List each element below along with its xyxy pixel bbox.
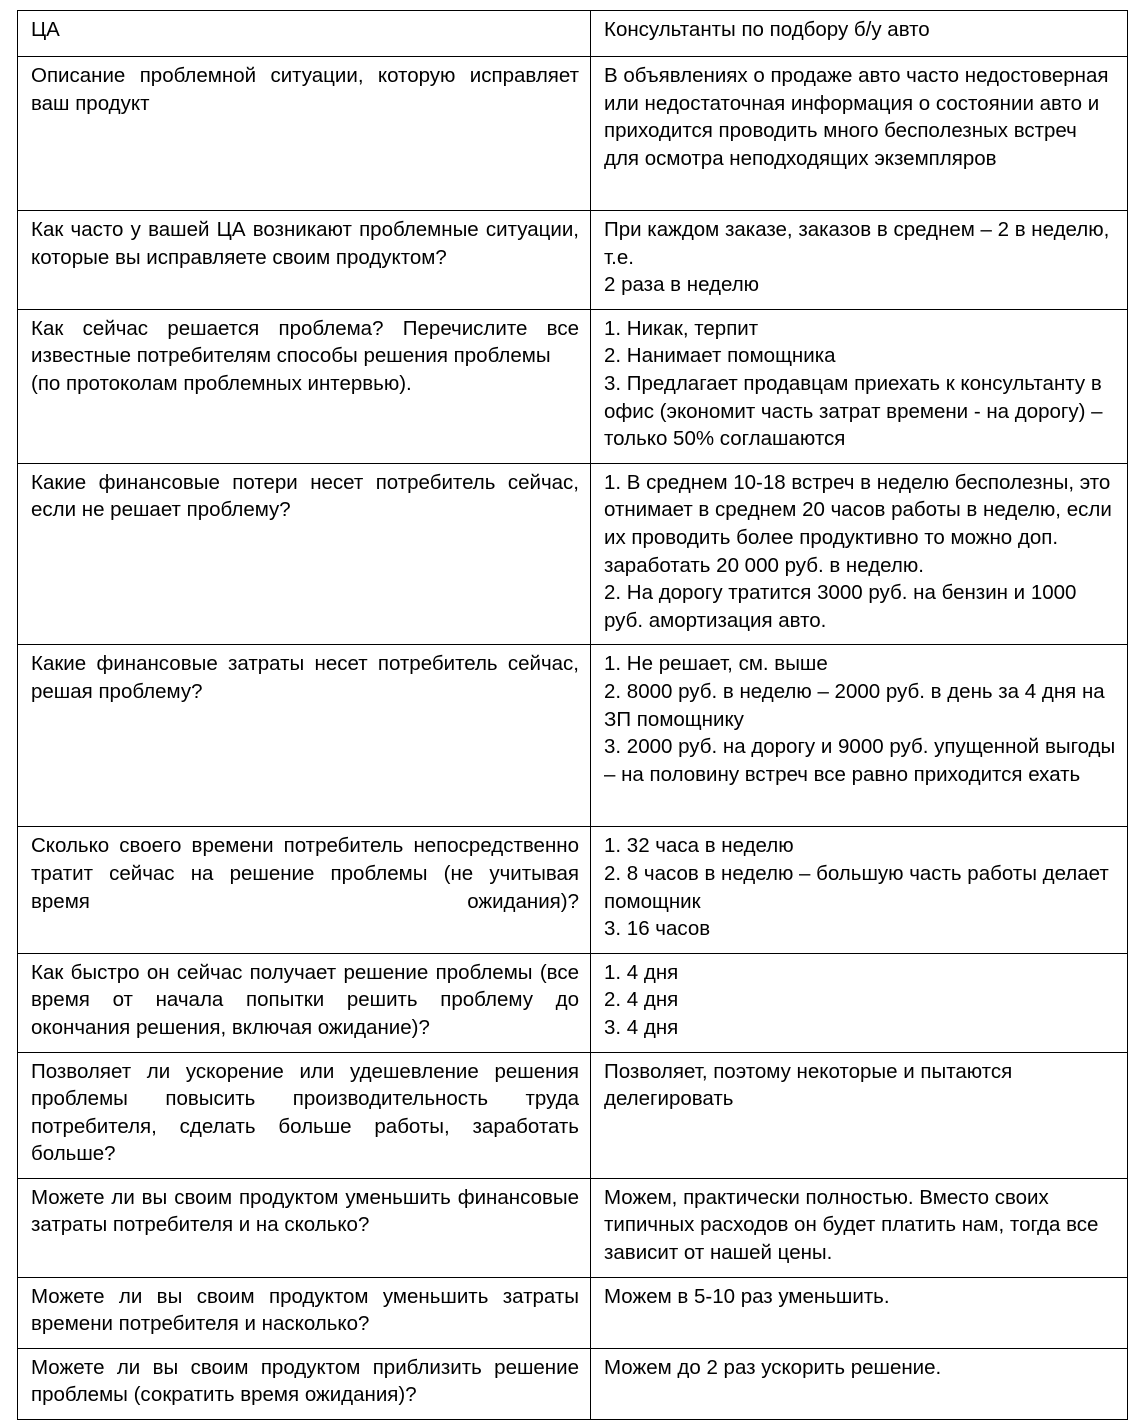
table-row <box>18 309 1128 463</box>
answer-cell: Консультанты по подбору б/у авто <box>591 11 1128 57</box>
answer-cell: 1. В среднем 10-18 встреч в неделю бесполезны, это отнимает в среднем 20 часов работы в неделю, если их проводить более продуктивно то можно доп. заработать 20 000 руб. в неделю. 2. На дорогу тратится 3000 руб. на бензин и 1000 руб. амортизация авто. <box>591 463 1128 645</box>
question-cell: Можете ли вы своим продуктом уменьшить затраты времени потребителя и насколько? <box>18 1277 591 1348</box>
table-row <box>18 953 1128 1052</box>
answer-cell: Можем до 2 раз ускорить решение. <box>591 1348 1128 1419</box>
answer-cell: 1. 32 часа в неделю 2. 8 часов в неделю – большую часть работы делает помощник 3. 16 часов <box>591 827 1128 953</box>
answer-cell: При каждом заказе, заказов в среднем – 2 в неделю, т.е. 2 раза в неделю <box>591 211 1128 310</box>
question-cell: Описание проблемной ситуации, которую исправляет ваш продукт <box>18 57 591 211</box>
question-cell: Можете ли вы своим продуктом уменьшить финансовые затраты потребителя и на сколько? <box>18 1178 591 1277</box>
table-row <box>18 1052 1128 1178</box>
table-row <box>18 645 1128 827</box>
question-cell: ЦА <box>18 11 591 57</box>
answer-cell: В объявлениях о продаже авто часто недостоверная или недостаточная информация о состоянии авто и приходится проводить много бесполезных встреч для осмотра неподходящих экземпляров <box>591 57 1128 211</box>
answer-cell: 1. Никак, терпит 2. Нанимает помощника 3. Предлагает продавцам приехать к консультанту в офис (экономит часть затрат времени - на дорогу) – только 50% соглашаются <box>591 309 1128 463</box>
answer-cell: Позволяет, поэтому некоторые и пытаются делегировать <box>591 1052 1128 1178</box>
answer-cell: 1. Не решает, см. выше 2. 8000 руб. в неделю – 2000 руб. в день за 4 дня на ЗП помощнику 3. 2000 руб. на дорогу и 9000 руб. упущенной выгоды – на половину встреч все равно приходится ехать <box>591 645 1128 827</box>
question-cell: Сколько своего времени потребитель непосредственно тратит сейчас на решение проблемы (не учитывая время ожидания)? <box>18 827 591 953</box>
question-cell: Как часто у вашей ЦА возникают проблемные ситуации, которые вы исправляете своим продуктом? <box>18 211 591 310</box>
question-cell: Как сейчас решается проблема? Перечислите все известные потребителям способы решения проблемы (по протоколам проблемных интервью). <box>18 309 591 463</box>
answer-cell: Можем в 5-10 раз уменьшить. <box>591 1277 1128 1348</box>
table-row <box>18 1277 1128 1348</box>
question-cell: Как быстро он сейчас получает решение проблемы (все время от начала попытки решить проблему до окончания решения, включая ожидание)? <box>18 953 591 1052</box>
table-row <box>18 211 1128 310</box>
table-row <box>18 11 1128 57</box>
table-row <box>18 1348 1128 1419</box>
table-row <box>18 57 1128 211</box>
table-row <box>18 827 1128 953</box>
table-row <box>18 463 1128 645</box>
question-cell: Какие финансовые потери несет потребитель сейчас, если не решает проблему? <box>18 463 591 645</box>
table-row <box>18 1178 1128 1277</box>
answer-cell: Можем, практически полностью. Вместо своих типичных расходов он будет платить нам, тогда все зависит от нашей цены. <box>591 1178 1128 1277</box>
question-cell: Позволяет ли ускорение или удешевление решения проблемы повысить производительность труда потребителя, сделать больше работы, заработать больше? <box>18 1052 591 1178</box>
answer-cell: 1. 4 дня 2. 4 дня 3. 4 дня <box>591 953 1128 1052</box>
question-cell: Можете ли вы своим продуктом приблизить решение проблемы (сократить время ожидания)? <box>18 1348 591 1419</box>
analysis-table <box>17 10 1128 1420</box>
question-cell: Какие финансовые затраты несет потребитель сейчас, решая проблему? <box>18 645 591 827</box>
